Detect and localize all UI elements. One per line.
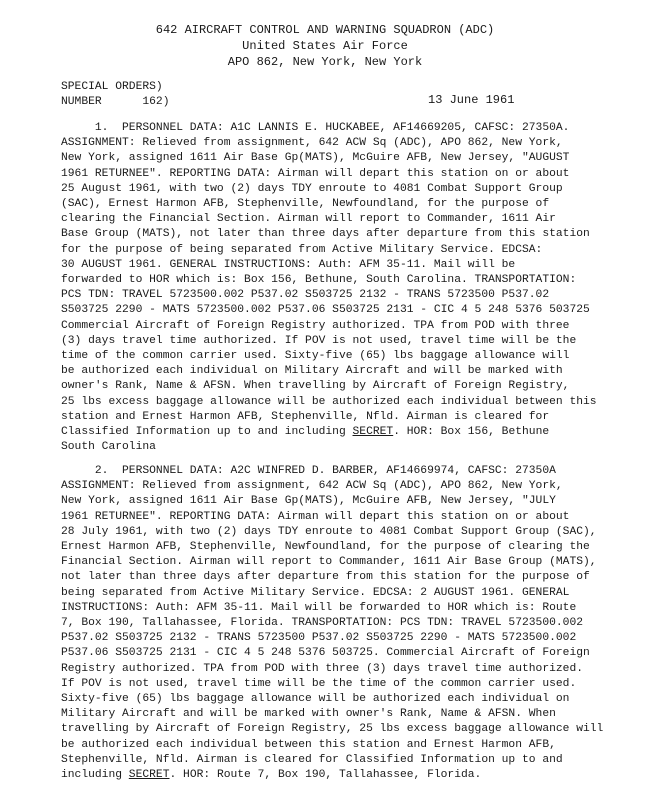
document-line: 25 August 1961, with two (2) days TDY enroute to 4081 Combat Support Group [61, 182, 563, 195]
document-line: Base Group (MATS), not later than three days after departure from this station [61, 228, 590, 241]
service-heading: United States Air Force [242, 39, 408, 53]
document-line: New York, assigned 1611 Air Base Gp(MATS), McGuire AFB, New Jersey, "JULY [61, 495, 556, 508]
document-line: 1961 RETURNEE". REPORTING DATA: Airman will depart this station on or about [61, 510, 570, 523]
document-line: be authorized each individual between this station and Ernest Harmon AFB, [61, 738, 556, 751]
document-line: travelling by Aircraft of Foreign Registry, 25 lbs excess baggage allowance will [61, 723, 604, 736]
document-line: (3) days travel time authorized. If POV is not used, travel time will be the [61, 334, 577, 347]
document-line: clearing the Financial Section. Airman will report to Commander, 1611 Air [61, 213, 556, 226]
document-line: 1. PERSONNEL DATA: A1C LANNIS E. HUCKABEE, AF14669205, CAFSC: 27350A. [61, 122, 570, 134]
document-line: owner's Rank, Name & AFSN. When travelling by Aircraft of Foreign Registry, [61, 380, 570, 393]
document-line: P537.06 S503725 2131 - CIC 4 5 248 5376 503725. Commercial Aircraft of Foreign [61, 647, 590, 660]
document-line: If POV is not used, travel time will be the time of the common carrier used. [61, 677, 577, 690]
document-line: 25 lbs excess baggage allowance will be authorized each individual between this [61, 395, 597, 408]
document-line: being separated from Active Military Service. EDCSA: 2 AUGUST 1961. GENERAL [61, 586, 570, 599]
orders-label: SPECIAL ORDERS) [61, 81, 163, 93]
document-line: Sixty-five (65) lbs baggage allowance will be authorized each individual on [61, 693, 570, 705]
document-line: Ernest Harmon AFB, Stephenville, Newfoundland, for the purpose of clearing the [61, 541, 590, 553]
document-line: (SAC), Ernest Harmon AFB, Stephenville, Newfoundland, for the purpose of [61, 198, 550, 210]
document-line: time of the common carrier used. Sixty-five (65) lbs baggage allowance will [61, 350, 570, 362]
document-line: not later than three days after departure from this station for the purpose of [61, 571, 590, 584]
document-line: 28 July 1961, with two (2) days TDY enroute to 4081 Combat Support Group (SAC), [61, 525, 597, 538]
document-line: Commercial Aircraft of Foreign Registry authorized. TPA from POD with three [61, 319, 570, 332]
document-line: S503725 2290 - MATS 5723500.002 P537.06 S503725 2131 - CIC 4 5 248 5376 503725 [61, 304, 590, 317]
document-line: forwarded to HOR which is: Box 156, Bethune, South Carolina. TRANSPORTATION: [61, 274, 577, 286]
orders-number: NUMBER 162) [61, 96, 170, 108]
document-line: station and Ernest Harmon AFB, Stephenville, Nfld. Airman is cleared for [61, 410, 550, 423]
document-line: Registry authorized. TPA from POD with three (3) days travel time authorized. [61, 662, 584, 675]
document-line: be authorized each individual on Military Aircraft and will be marked with [61, 365, 563, 378]
document-line: Stephenville, Nfld. Airman is cleared for Classified Information up to and [61, 753, 563, 766]
orders-date: 13 June 1961 [428, 93, 515, 107]
document-line: including SECRET. HOR: Route 7, Box 190, Tallahassee, Florida. [61, 769, 482, 781]
document-line: Military Aircraft and will be marked with owner's Rank, Name & AFSN. When [61, 708, 556, 721]
document-line: INSTRUCTIONS: Auth: AFM 35-11. Mail will be forwarded to HOR which is: Route [61, 601, 577, 614]
document-line: New York, assigned 1611 Air Base Gp(MATS), McGuire AFB, New Jersey, "AUGUST [61, 152, 570, 165]
document-line: 2. PERSONNEL DATA: A2C WINFRED D. BARBER, AF14669974, CAFSC: 27350A [61, 465, 556, 477]
document-line: P537.02 S503725 2132 - TRANS 5723500 P537.02 S503725 2290 - MATS 5723500.002 [61, 632, 577, 645]
document-line: PCS TDN: TRAVEL 5723500.002 P537.02 S503725 2132 - TRANS 5723500 P537.02 [61, 289, 550, 302]
document-line: South Carolina [61, 441, 156, 454]
document-line: Financial Section. Airman will report to Commander, 1611 Air Base Group (MATS), [61, 556, 597, 569]
document-line: 1961 RETURNEE". REPORTING DATA: Airman will depart this station on or about [61, 167, 570, 180]
document-line: for the purpose of being separated from Active Military Service. EDCSA: [61, 243, 543, 256]
document-line: 30 AUGUST 1961. GENERAL INSTRUCTIONS: Auth: AFM 35-11. Mail will be [61, 258, 516, 271]
document-line: ASSIGNMENT: Relieved from assignment, 642 ACW Sq (ADC), APO 862, New York, [61, 137, 563, 150]
document-line: Classified Information up to and including SECRET. HOR: Box 156, Bethune [61, 426, 550, 438]
unit-heading: 642 AIRCRAFT CONTROL AND WARNING SQUADRON (ADC) [155, 23, 495, 37]
apo-heading: APO 862, New York, New York [227, 55, 423, 69]
document-line: 7, Box 190, Tallahassee, Florida. TRANSPORTATION: PCS TDN: TRAVEL 5723500.002 [61, 617, 584, 629]
document-line: ASSIGNMENT: Relieved from assignment, 642 ACW Sq (ADC), APO 862, New York, [61, 480, 563, 493]
